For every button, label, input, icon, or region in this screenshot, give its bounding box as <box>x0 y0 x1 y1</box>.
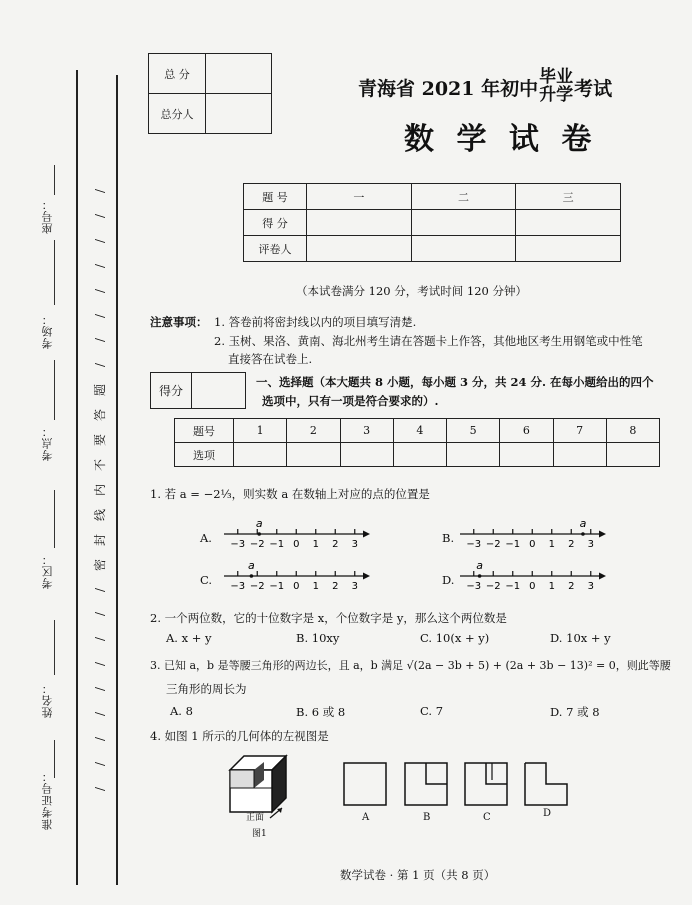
point-a <box>581 532 585 536</box>
tick-label: 1 <box>548 581 555 592</box>
section1-heading-line2: 选项中，只有一项是符合要求的）. <box>262 394 439 408</box>
tick-label: −2 <box>485 581 501 592</box>
tick-label: 3 <box>351 581 358 592</box>
total-score-box <box>148 53 272 134</box>
seal-slash: / <box>92 662 107 667</box>
tick-label: −2 <box>485 539 501 550</box>
answer-number-3: 3 <box>340 419 393 443</box>
seal-slash: / <box>92 687 107 692</box>
note-2-cont: 直接答在试卷上. <box>228 352 313 366</box>
total-score-cell[interactable] <box>206 54 272 94</box>
q1-option-c-label: C. <box>200 573 213 587</box>
q4-view-d <box>524 762 568 806</box>
tick-label: −1 <box>269 581 285 592</box>
q1-number-line-c <box>222 556 372 596</box>
q4-front-label: 正面 <box>246 813 265 823</box>
binding-line-outer <box>76 70 78 885</box>
q4-view-a <box>343 762 387 806</box>
seal-slash: / <box>92 263 107 268</box>
row-label-grader: 评卷人 <box>244 236 307 262</box>
q4-view-c <box>464 762 508 806</box>
binding-line-inner <box>116 75 118 885</box>
tick-label: −3 <box>466 581 482 592</box>
seal-char: 内 <box>92 483 107 496</box>
name-line <box>54 620 55 675</box>
notes-label: 注意事项： <box>150 315 208 329</box>
score-cell-2[interactable] <box>411 210 516 236</box>
field-district: 考区： <box>41 553 54 589</box>
answer-cell-2[interactable] <box>287 443 340 467</box>
row-label-score: 得 分 <box>244 210 307 236</box>
q1-option-b-label: B. <box>442 531 455 545</box>
seal-slash: / <box>92 587 107 592</box>
q4-option-d-label: D <box>543 808 552 819</box>
point-label: a <box>579 517 587 530</box>
point-a <box>250 574 254 578</box>
point-label: a <box>476 559 483 572</box>
seal-slash: / <box>92 288 107 293</box>
q4-figure-caption: 图1 <box>252 829 267 839</box>
answer-cell-1[interactable] <box>234 443 287 467</box>
tick-label: 2 <box>568 581 575 592</box>
arrow-icon <box>363 573 370 580</box>
q1-number-line-d <box>458 556 608 596</box>
seal-slash: / <box>92 712 107 717</box>
q3-stem-line1: 3. 已知 a，b 是等腰三角形的两边长，且 a，b 满足 √(2a − 3b + 5) + (2a + 3b − 13)² = 0，则此等腰 <box>150 659 671 672</box>
q3-option-d: D. 7 或 8 <box>550 705 600 719</box>
seal-char: 密 <box>92 558 107 571</box>
answer-number-7: 7 <box>553 419 606 443</box>
section-score-table <box>243 183 621 262</box>
tick-label: 0 <box>293 581 300 592</box>
answer-cell-6[interactable] <box>500 443 553 467</box>
tick-label: −2 <box>249 539 265 550</box>
answer-row-label-option: 选项 <box>175 443 234 467</box>
point-a <box>478 574 482 578</box>
section1-score-box <box>150 372 246 409</box>
section1-score-label: 得分 <box>151 373 192 409</box>
tick-label: −3 <box>230 581 246 592</box>
field-exam-number: 准考证号： <box>41 770 54 830</box>
answer-number-1: 1 <box>234 419 287 443</box>
col-2: 二 <box>411 184 516 210</box>
point-a <box>257 532 261 536</box>
front-arrow-icon <box>268 806 286 820</box>
q1-number-line-a <box>222 514 372 554</box>
tick-label: 2 <box>568 539 575 550</box>
tick-label: 1 <box>312 539 319 550</box>
grader-cell-2[interactable] <box>411 236 516 262</box>
point-label: a <box>248 559 255 572</box>
field-site: 考点： <box>41 425 54 461</box>
tick-label: −1 <box>269 539 285 550</box>
q3-option-b: B. 6 或 8 <box>296 705 346 719</box>
q3-option-a: A. 8 <box>170 704 193 718</box>
section1-score-cell[interactable] <box>192 373 246 409</box>
exam-number-line <box>54 740 55 778</box>
tick-label: 0 <box>529 539 536 550</box>
q1-stem: 1. 若 a = −2⅓，则实数 a 在数轴上对应的点的位置是 <box>150 487 430 501</box>
row-label-number: 题 号 <box>244 184 307 210</box>
seal-char: 不 <box>92 458 107 471</box>
seal-slash: / <box>92 786 107 791</box>
answer-cell-5[interactable] <box>447 443 500 467</box>
title-stack-bottom: 升学 <box>539 85 574 105</box>
seal-slash: / <box>92 313 107 318</box>
seal-char: 答 <box>92 409 107 422</box>
field-name: 姓名： <box>41 682 54 718</box>
room-line <box>54 240 55 305</box>
district-line <box>54 490 55 548</box>
point-label: a <box>255 517 263 530</box>
arrow-icon <box>599 573 606 580</box>
q2-option-a: A. x + y <box>166 631 212 645</box>
exam-subtitle: 数 学 试 卷 <box>404 122 598 157</box>
arrow-icon <box>599 531 606 538</box>
seal-char: 要 <box>92 434 107 447</box>
tick-label: 2 <box>332 581 339 592</box>
tick-label: 1 <box>312 581 319 592</box>
seal-slash: / <box>92 188 107 194</box>
q4-stem: 4. 如图 1 所示的几何体的左视图是 <box>150 729 329 743</box>
answer-number-8: 8 <box>606 419 659 443</box>
answer-cell-7[interactable] <box>553 443 606 467</box>
title-suffix: 考试 <box>574 77 613 100</box>
tick-label: 0 <box>293 539 300 550</box>
seal-slash: / <box>92 213 107 218</box>
q4-option-b-label: B <box>423 812 431 823</box>
seal-slash: / <box>92 363 107 368</box>
seal-slash: / <box>92 637 107 642</box>
q3-option-c: C. 7 <box>420 704 444 718</box>
answer-number-2: 2 <box>287 419 340 443</box>
q4-option-a-label: A <box>362 812 370 823</box>
tick-label: 3 <box>587 539 594 550</box>
arrow-icon <box>363 531 370 538</box>
seal-char: 题 <box>92 384 107 397</box>
answer-number-4: 4 <box>393 419 446 443</box>
answer-cell-3[interactable] <box>340 443 393 467</box>
tick-label: −2 <box>249 581 265 592</box>
answer-grid <box>174 418 660 467</box>
seal-slash: / <box>92 338 107 343</box>
note-1: 1. 答卷前将密封线以内的项目填写清楚. <box>214 315 417 329</box>
total-score-label: 总 分 <box>149 54 206 94</box>
q2-option-d: D. 10x + y <box>550 631 611 645</box>
page-footer: 数学试卷 · 第 1 页（共 8 页） <box>340 868 496 882</box>
answer-row-label-number: 题号 <box>175 419 234 443</box>
answer-number-5: 5 <box>447 419 500 443</box>
seat-line <box>54 165 55 195</box>
q3-stem-line2: 三角形的周长为 <box>166 682 247 696</box>
seal-text-column <box>93 185 107 795</box>
tick-label: −1 <box>505 539 521 550</box>
title-prefix: 青海省 2021 年初中 <box>358 77 539 100</box>
grader-cell-3[interactable] <box>516 236 621 262</box>
seal-slash: / <box>92 612 107 617</box>
total-scorer-label: 总分人 <box>149 94 206 134</box>
answer-number-6: 6 <box>500 419 553 443</box>
q2-option-b: B. 10xy <box>296 631 340 645</box>
field-seat: 座号： <box>41 198 54 234</box>
tick-label: 1 <box>548 539 555 550</box>
col-3: 三 <box>516 184 621 210</box>
title-stack-top: 毕业 <box>539 67 574 88</box>
tick-label: 3 <box>587 581 594 592</box>
field-room: 考场： <box>41 313 54 349</box>
tick-label: −1 <box>505 581 521 592</box>
q4-view-b <box>404 762 448 806</box>
seal-slash: / <box>92 761 107 766</box>
title-stack <box>539 69 573 105</box>
q4-option-c-label: C <box>483 812 491 823</box>
q2-stem: 2. 一个两位数，它的十位数字是 x，个位数字是 y，那么这个两位数是 <box>150 611 507 625</box>
answer-cell-4[interactable] <box>393 443 446 467</box>
answer-cell-8[interactable] <box>606 443 659 467</box>
q4-solid-figure <box>224 752 304 816</box>
exam-info: （本试卷满分 120 分，考试时间 120 分钟） <box>296 284 528 298</box>
q1-number-line-b <box>458 514 608 554</box>
seal-slash: / <box>92 736 107 741</box>
score-cell-3[interactable] <box>516 210 621 236</box>
col-1: 一 <box>307 184 412 210</box>
seal-char: 封 <box>92 533 107 546</box>
score-cell-1[interactable] <box>307 210 412 236</box>
seal-char: 线 <box>92 508 107 521</box>
seal-slash: / <box>92 238 107 243</box>
exam-title <box>358 65 612 109</box>
total-scorer-cell[interactable] <box>206 94 272 134</box>
tick-label: −3 <box>466 539 482 550</box>
tick-label: 0 <box>529 581 536 592</box>
section1-heading-line1: 一、选择题（本大题共 8 小题，每小题 3 分，共 24 分. 在每小题给出的四个 <box>256 375 654 389</box>
tick-label: 3 <box>351 539 358 550</box>
q1-option-a-label: A. <box>200 531 212 545</box>
q2-option-c: C. 10(x + y) <box>420 631 490 645</box>
grader-cell-1[interactable] <box>307 236 412 262</box>
tick-label: −3 <box>230 539 246 550</box>
site-line <box>54 360 55 420</box>
tick-label: 2 <box>332 539 339 550</box>
note-2: 2. 玉树、果洛、黄南、海北州考生请在答题卡上作答，其他地区考生用钢笔或中性笔 <box>214 334 643 348</box>
q1-option-d-label: D. <box>442 573 455 587</box>
